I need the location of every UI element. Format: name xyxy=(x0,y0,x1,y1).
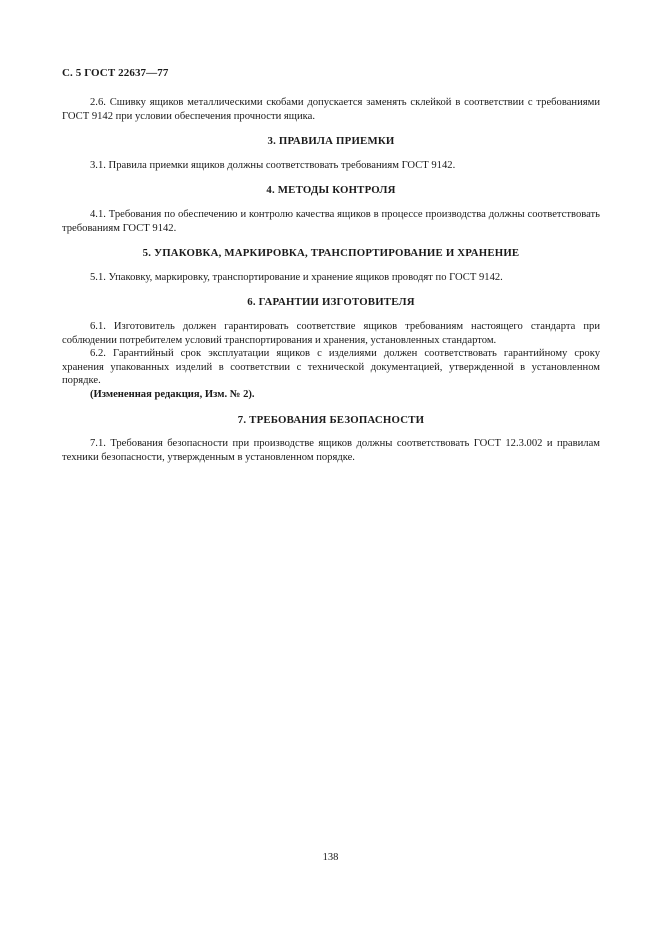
page-number: 138 xyxy=(322,852,339,863)
heading-section-7: 7. ТРЕБОВАНИЯ БЕЗОПАСНОСТИ xyxy=(237,413,425,426)
paragraph-4-1: 4.1. Требования по обеспечению и контролю качества ящиков в процессе производства должны соответствовать требованиям ГОСТ 9142. xyxy=(62,208,600,234)
heading-section-4: 4. МЕТОДЫ КОНТРОЛЯ xyxy=(266,184,396,197)
paragraph-2-6: 2.6. Сшивку ящиков металлическими скобами допускается заменять склейкой в соответствии с требованиями ГОСТ 9142 при условии обеспечения прочности ящика. xyxy=(62,97,600,122)
paragraph-5-1: 5.1. Упаковку, маркировку, транспортирование и хранение ящиков проводят по ГОСТ 9142. xyxy=(90,271,503,283)
document-body xyxy=(62,96,600,464)
paragraph-6-1: 6.1. Изготовитель должен гарантировать соответствие ящиков требованиям настоящего стандарта при соблюдении потребителем условий транспортирования и хранения, установленных стандартом. xyxy=(62,320,600,346)
paragraph-7-1: 7.1. Требования безопасности при производстве ящиков должны соответствовать ГОСТ 12.3.002 и правилам техники безопасности, утвержденным в установленном порядке. xyxy=(62,438,600,463)
amendment-note: (Измененная редакция, Изм. № 2). xyxy=(90,388,255,400)
heading-section-6: 6. ГАРАНТИИ ИЗГОТОВИТЕЛЯ xyxy=(247,296,415,309)
paragraph-6-2: 6.2. Гарантийный срок эксплуатации ящиков с изделиями должен соответствовать гарантийному сроку хранения упакованных изделий в соответствии с технической документацией, утвержденной в установленном порядке. xyxy=(62,348,600,387)
heading-section-3: 3. ПРАВИЛА ПРИЕМКИ xyxy=(267,135,395,148)
paragraph-3-1: 3.1. Правила приемки ящиков должны соответствовать требованиям ГОСТ 9142. xyxy=(90,159,456,171)
page-header: С. 5 ГОСТ 22637—77 xyxy=(62,67,169,79)
heading-section-5: 5. УПАКОВКА, МАРКИРОВКА, ТРАНСПОРТИРОВАНИЕ И ХРАНЕНИЕ xyxy=(142,247,520,260)
